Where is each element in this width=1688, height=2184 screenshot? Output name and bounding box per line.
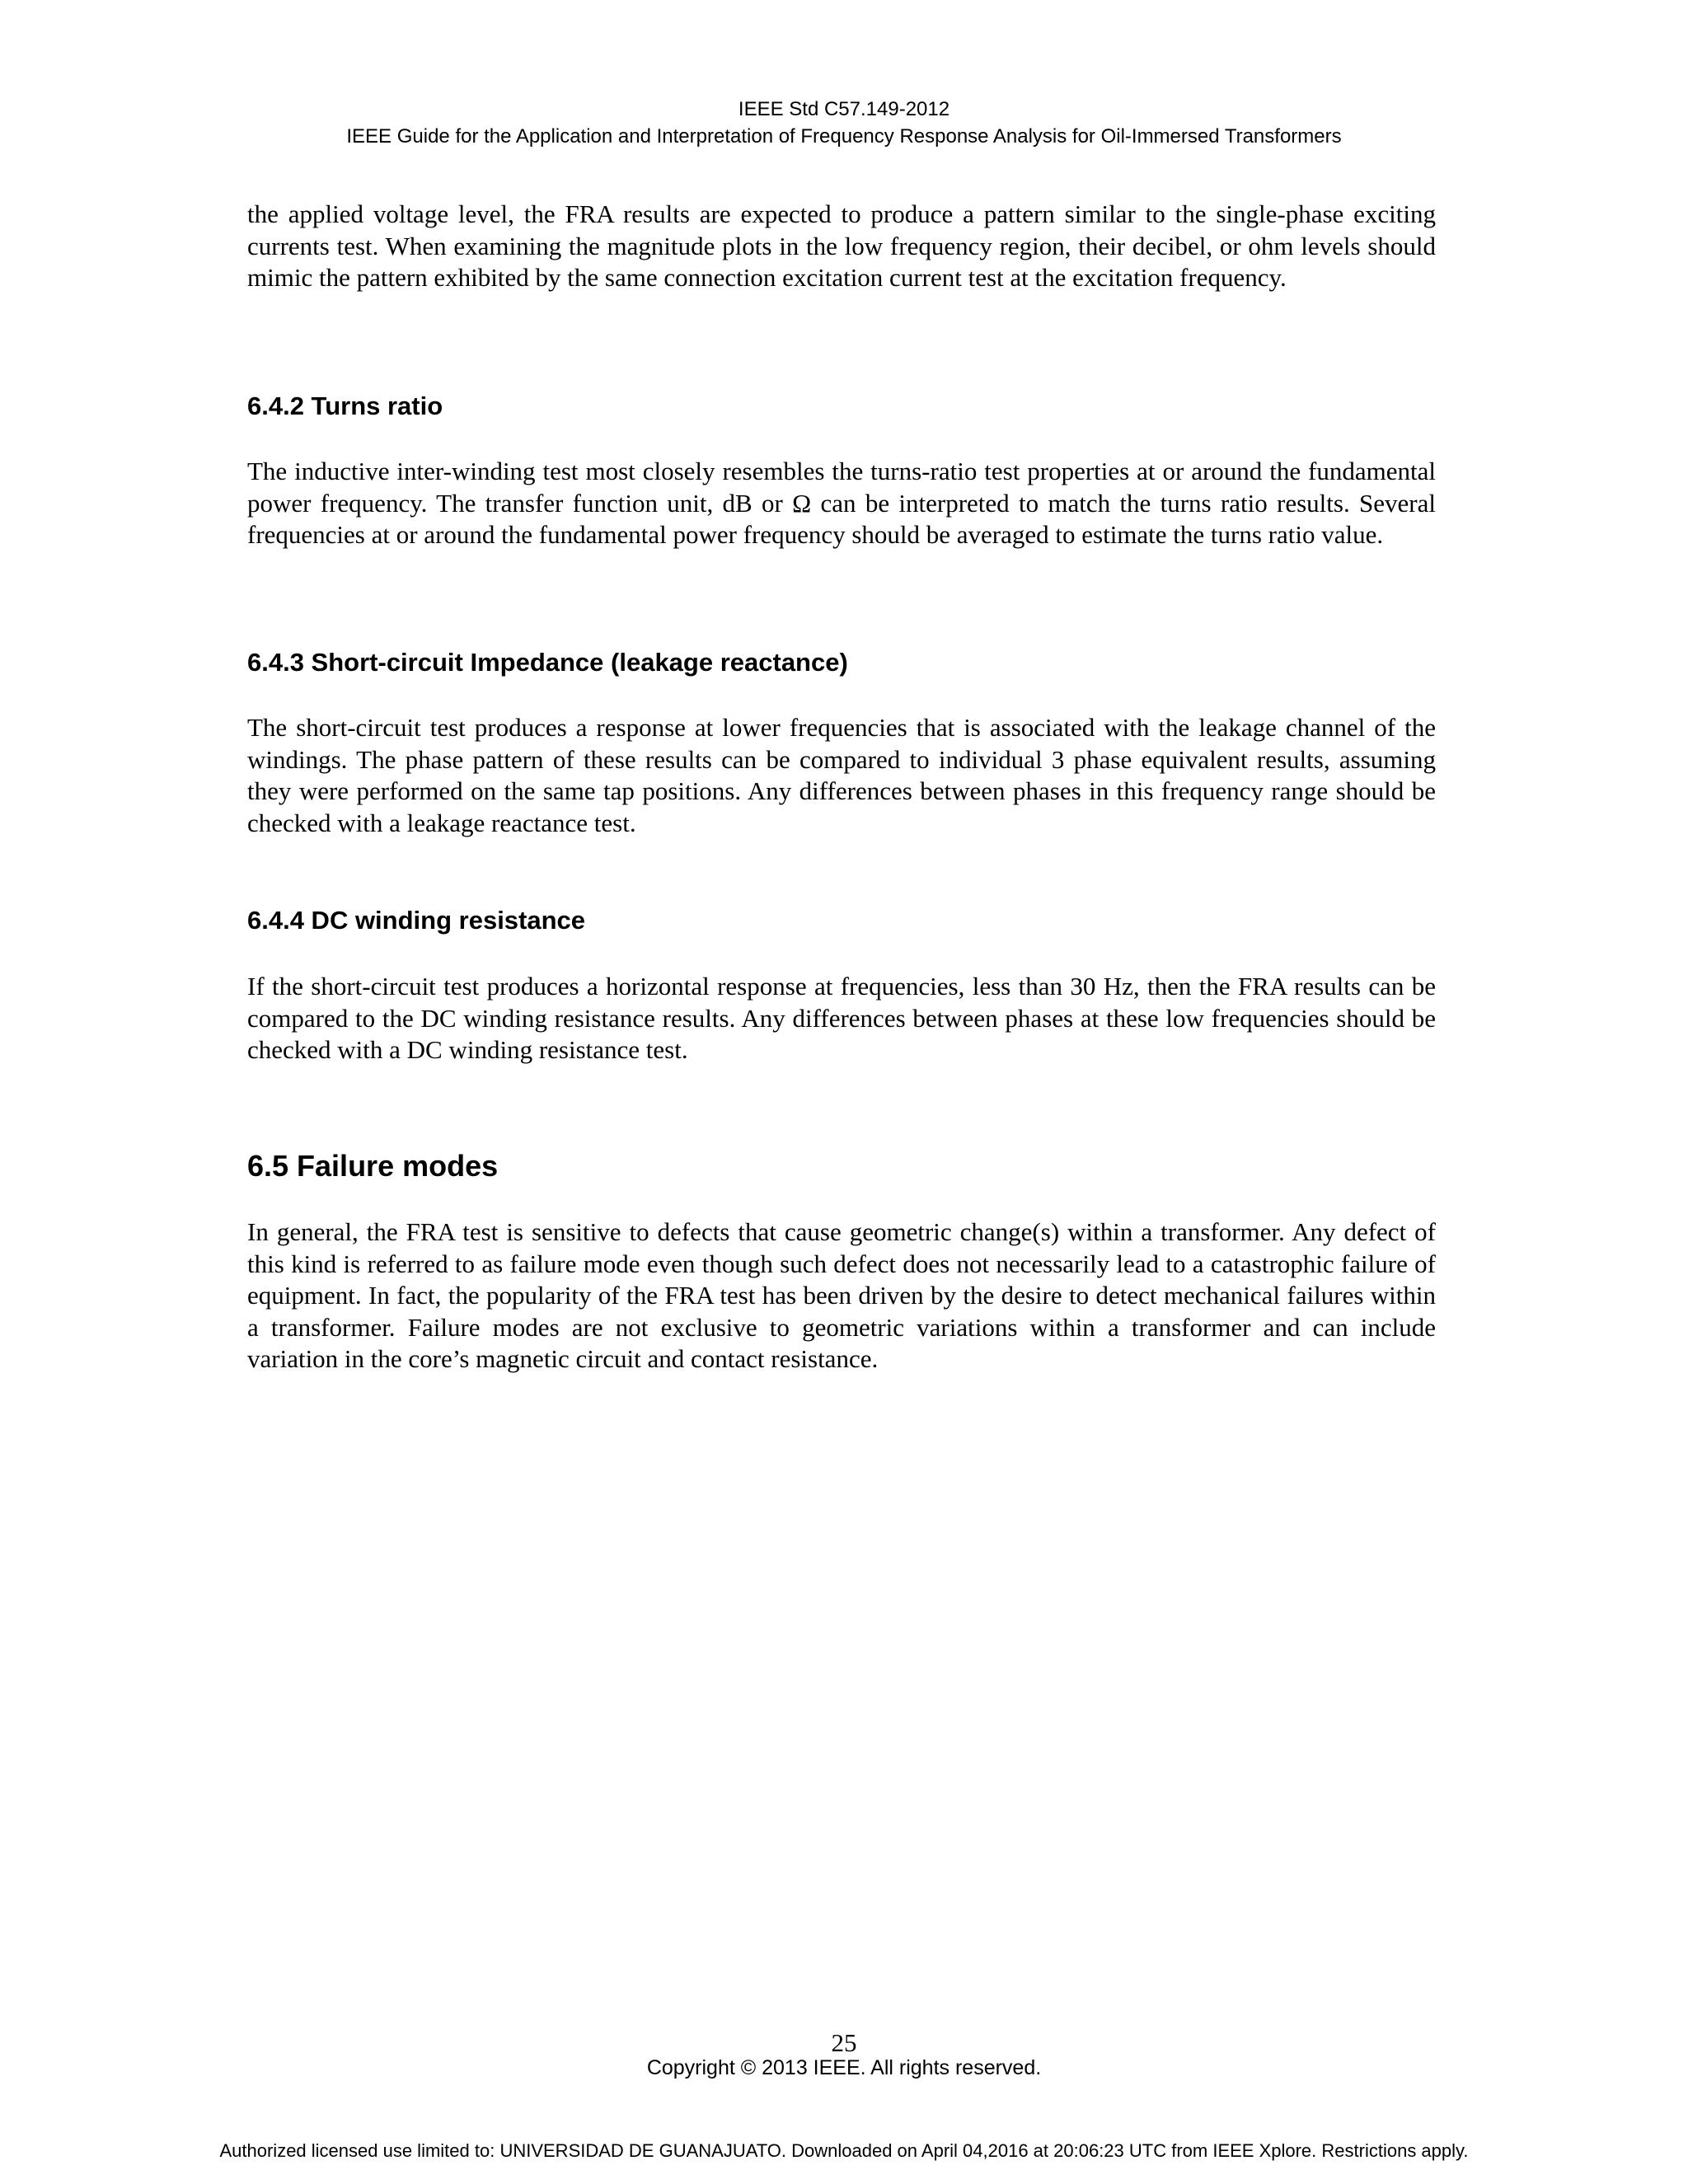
section-heading-turns-ratio: 6.4.2 Turns ratio	[247, 391, 443, 420]
section-body-short-circuit-impedance: The short-circuit test produces a response at lower frequencies that is associated with the leakage channel of the windings. The phase pattern of these results can be compared to individual 3 phase equivalent results, assuming they were performed on the same tap positions. Any differences between phases in this frequency range should be checked with a leakage reactance test.	[247, 713, 1436, 837]
section-heading-short-circuit-impedance: 6.4.3 Short-circuit Impedance (leakage reactance)	[247, 648, 848, 677]
license-notice: Authorized licensed use limited to: UNIVERSIDAD DE GUANAJUATO. Downloaded on April 04,2016 at 20:06:23 UTC from IEEE Xplore. Restrictions apply.	[219, 2140, 1469, 2161]
section-body-dc-winding-resistance: If the short-circuit test produces a horizontal response at frequencies, less than 30 Hz, then the FRA results can be compared to the DC winding resistance results. Any differences between phases at these low frequencies should be checked with a DC winding resistance test.	[247, 972, 1436, 1064]
section-heading-failure-modes: 6.5 Failure modes	[247, 1149, 499, 1183]
header-standard-number: IEEE Std C57.149-2012	[738, 98, 950, 120]
header-document-title: IEEE Guide for the Application and Interpretation of Frequency Response Analysis for Oil-Immersed Transformers	[346, 125, 1342, 148]
copyright-notice: Copyright © 2013 IEEE. All rights reserved.	[646, 2056, 1042, 2079]
section-heading-dc-winding-resistance: 6.4.4 DC winding resistance	[247, 906, 586, 935]
page-number: 25	[831, 2028, 857, 2057]
section-body-failure-modes: In general, the FRA test is sensitive to defects that cause geometric change(s) within a transformer. Any defect of this kind is referred to as failure mode even though such defect does not necessarily lead to a catastrophic failure of equipment. In fact, the popularity of the FRA test has been driven by the desire to detect mechanical failures within a transformer. Failure modes are not exclusive to geometric variations within a transformer and can include variation in the core’s magnetic circuit and contact resistance.	[247, 1217, 1436, 1373]
intro-paragraph: the applied voltage level, the FRA results are expected to produce a pattern similar to the single-phase exciting currents test. When examining the magnitude plots in the low frequency region, their decibel, or ohm levels should mimic the pattern exhibited by the same connection excitation current test at the excitation frequency.	[247, 199, 1436, 292]
section-body-turns-ratio: The inductive inter-winding test most closely resembles the turns-ratio test properties at or around the fundamental power frequency. The transfer function unit, dB or Ω can be interpreted to match the turns ratio results. Several frequencies at or around the fundamental power frequency should be averaged to estimate the turns ratio value.	[247, 457, 1436, 549]
